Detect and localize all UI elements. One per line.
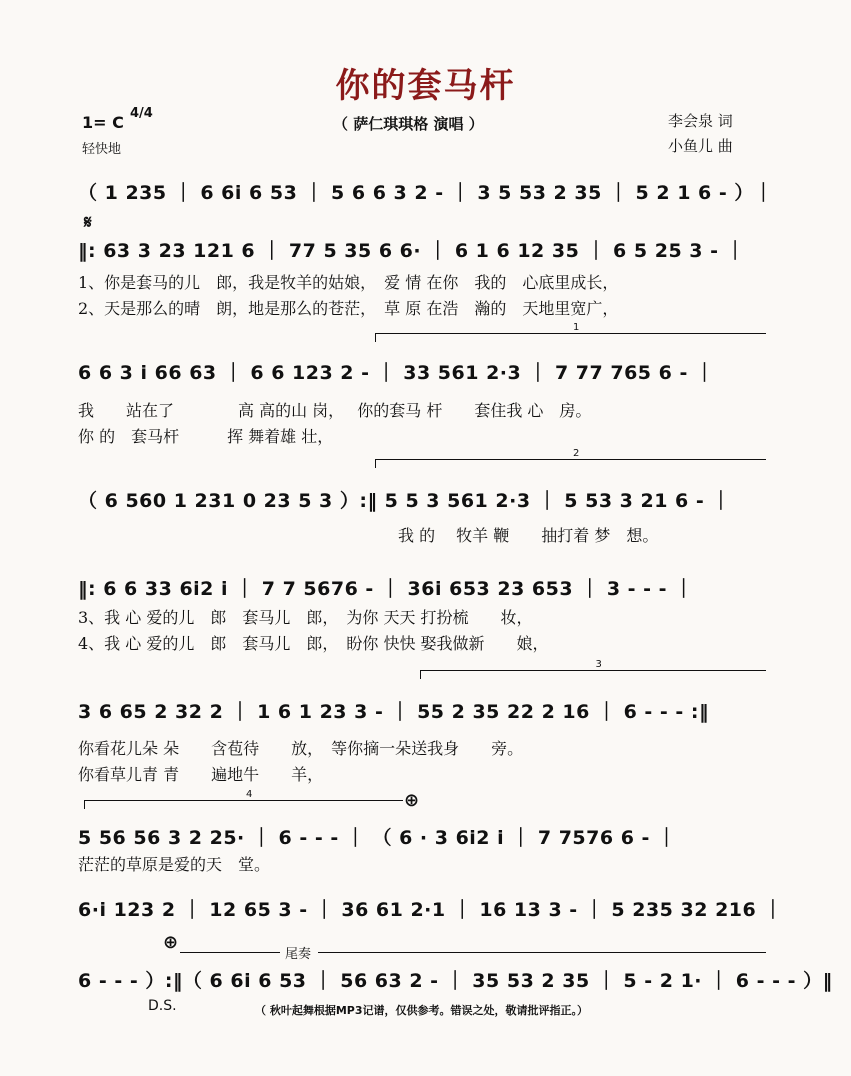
coda-sign: ⊕ [404,790,420,811]
lyric-line-6a: 你看花儿朵 朵 含苞待 放， 等你摘一朵送我身 旁。 [78,739,524,758]
notation-line-7: 5 56 56 3 2 25· ｜ 6 - - - ｜ （ 6 · 3 6i2 i ｜ 7 7576 6 - ｜ [78,827,677,849]
lyric-line-4a: 我 的 牧羊 鞭 抽打着 梦 想。 [398,526,659,545]
time-signature: 4/4 [130,106,153,121]
page-title: 你的套马杆 [335,66,516,106]
notation-line-9: 6 - - - ）:‖（ 6 6i 6 53 ｜ 56 63 2 - ｜ 35 53 2 35 ｜ 5 - 2 1· ｜ 6 - - - ）‖ [78,970,833,992]
coda-line-right [318,952,766,953]
composer-credit: 小鱼儿 曲 [668,137,733,155]
lyric-line-3b: 你 的 套马杆 挥 舞着雄 壮， [78,427,334,446]
lyric-line-6b: 你看草儿青 青 遍地牛 羊， [78,765,324,784]
lyric-line-2b: 2、天是那么的晴 朗，地是那么的苍茫， 草 原 在浩 瀚的 天地里宽广， [78,299,619,318]
performer-credit: （ 萨仁琪琪格 演唱 ） [333,115,484,133]
lyric-line-5a: 3、我 心 爱的儿 郎 套马儿 郎， 为你 天天 打扮梳 妆， [78,608,533,627]
notation-line-3: 6 6 3 i 66 63 ｜ 6 6 123 2 - ｜ 33 561 2·3 ｜ 7 77 765 6 - ｜ [78,362,715,384]
notation-line-5: ‖: 6 6 33 6i2 i ｜ 7 7 5676 - ｜ 36i 653 23 653 ｜ 3 - - - ｜ [78,578,694,600]
notation-line-4: （ 6 560 1 231 0 23 5 3 ）:‖ 5 5 3 561 2·3 ｜ 5 53 3 21 6 - ｜ [78,490,731,512]
notation-line-8: 6·i 123 2 ｜ 12 65 3 - ｜ 36 61 2·1 ｜ 16 13 3 - ｜ 5 235 32 216 ｜ [78,899,783,921]
coda-sign-ending: ⊕ [163,932,179,953]
lyric-line-7a: 茫茫的草原是爱的天 堂。 [78,855,271,874]
volta-bracket-1: 1 [375,333,766,342]
lyricist-credit: 李会泉 词 [668,112,733,130]
volta-bracket-3: 3 [420,670,766,679]
coda-label: 尾奏 [285,947,312,962]
lyric-line-3a: 我 站在了 高 高的山 岗， 你的套马 杆 套住我 心 房。 [78,401,592,420]
coda-line-left [180,952,280,953]
volta-bracket-2: 2 [375,459,766,468]
notation-line-6: 3 6 65 2 32 2 ｜ 1 6 1 23 3 - ｜ 55 2 35 22 2 16 ｜ 6 - - - :‖ [78,701,710,723]
ds-marking: D.S. [148,998,177,1014]
notation-line-1: （ 1 235 ｜ 6 6i 6 53 ｜ 5 6 6 3 2 - ｜ 3 5 53 2 35 ｜ 5 2 1 6 - ）｜ [78,182,774,204]
notation-line-2: ‖: 63 3 23 121 6 ｜ 77 5 35 6 6· ｜ 6 1 6 12 35 ｜ 6 5 25 3 - ｜ [78,240,746,262]
lyric-line-2a: 1、你是套马的儿 郎，我是牧羊的姑娘， 爱 情 在你 我的 心底里成长， [78,273,619,292]
segno-sign: 𝄋 [84,212,92,233]
footnote: （ 秋叶起舞根据MP3记谱，仅供参考。错误之处，敬请批评指正。） [255,1004,588,1017]
tempo-marking: 轻快地 [82,142,122,157]
key-signature: 1= C [82,113,124,132]
volta-bracket-4: 4 [84,800,403,809]
lyric-line-5b: 4、我 心 爱的儿 郎 套马儿 郎， 盼你 快快 娶我做新 娘， [78,634,549,653]
